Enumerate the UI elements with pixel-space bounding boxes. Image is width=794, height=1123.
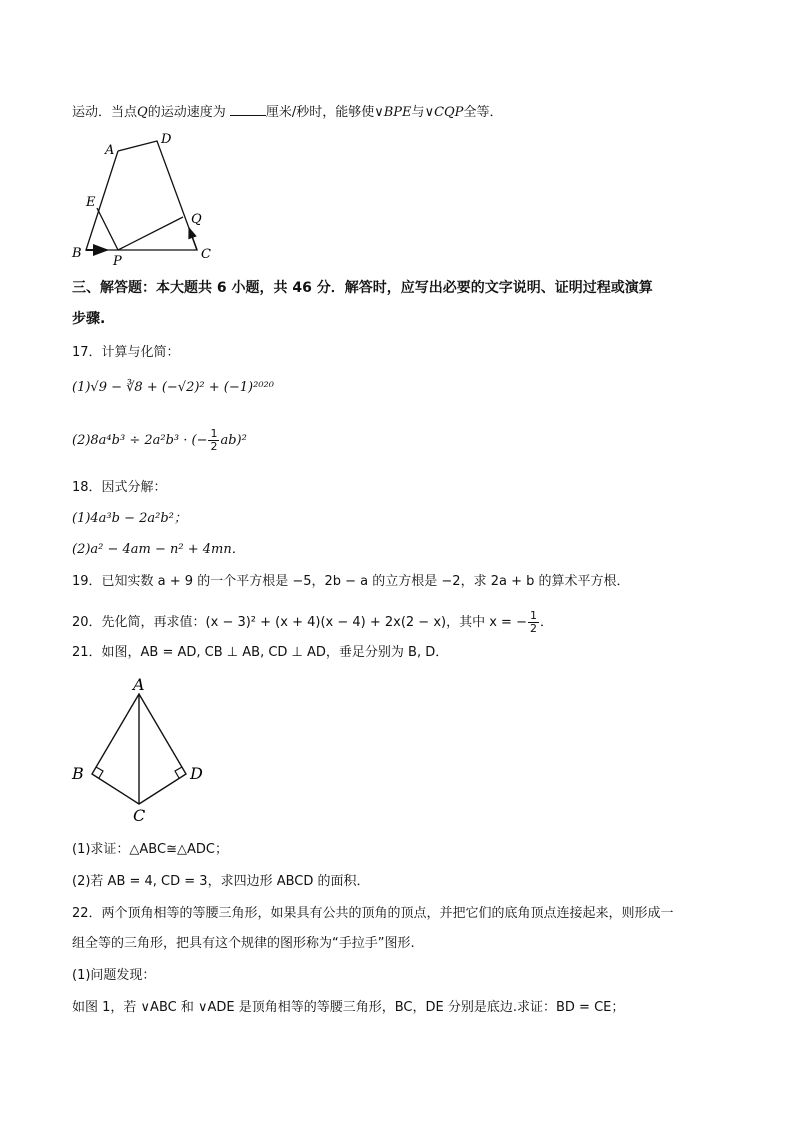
fraction: $\frac{1}{2}$ — [210, 427, 218, 453]
q22-part1-title: (1)问题发现： — [72, 968, 156, 983]
figure-quadrilateral — [65, 128, 225, 268]
q21-part2: (2)若 AB = 4, CD = 3，求四边形 ABCD 的面积． — [72, 874, 370, 889]
q22-line1: 22．两个顶角相等的等腰三角形，如果具有公共的顶角的顶点，并把它们的底角顶点连接起来，则形成一 — [72, 906, 674, 921]
fraction: $\frac{1}{2}$ — [529, 609, 537, 635]
label-C: C — [201, 247, 211, 262]
q17-title: 17．计算与化简： — [72, 345, 180, 360]
right-angle-b — [96, 767, 103, 778]
q22-part1-text: 如图 1，若 ∨ABC 和 ∨ADE 是顶角相等的等腰三角形，BC，DE 分别是底边.求证：BD = CE； — [72, 1000, 625, 1015]
label-D: D — [190, 764, 203, 783]
arrow-cq — [189, 228, 197, 250]
q21-part1: (1)求证：△ABC≅△ADC； — [72, 842, 228, 857]
q18-part2: (2)a² − 4am − n² + 4mn． — [72, 542, 245, 557]
q22-line2: 组全等的三角形，把具有这个规律的图形称为“手拉手”图形. — [72, 936, 415, 951]
figure-kite — [66, 674, 216, 826]
q17-part2: (2)8a⁴b³ ÷ 2a²b³ · (− $\frac{1}{2}$ ab)² — [72, 427, 247, 453]
label-E: E — [86, 195, 96, 210]
answer-blank — [230, 104, 266, 116]
label-P: P — [113, 254, 122, 268]
segment-ep — [97, 208, 118, 250]
section-heading-cont: 步骤. — [72, 311, 106, 327]
q19-text: 19．已知实数 a + 9 的一个平方根是 −5，2b − a 的立方根是 −2，求 2a + b 的算术平方根． — [72, 574, 630, 589]
label-B: B — [72, 246, 82, 261]
segment-pq — [118, 217, 183, 250]
right-angle-d — [175, 767, 182, 778]
q18-title: 18．因式分解： — [72, 480, 167, 495]
label-Q: Q — [191, 212, 202, 227]
q18-part1: (1)4a³b − 2a²b²； — [72, 511, 187, 526]
label-A: A — [105, 143, 115, 158]
label-B: B — [72, 764, 84, 783]
section-heading: 三、解答题：本大题共 6 小题，共 46 分．解答时，应写出必要的文字说明、证明过程或演算 — [72, 280, 653, 296]
quad-outline — [86, 141, 197, 250]
label-C: C — [133, 806, 146, 825]
q21-text: 21．如图，AB = AD, CB ⊥ AB, CD ⊥ AD，垂足分别为 B, D． — [72, 645, 449, 660]
q20-text: 20．先化简，再求值：(x − 3)² + (x + 4)(x − 4) + 2x(2 − x)，其中 x = − $\frac{1}{2}$ ． — [72, 609, 553, 635]
q17-part1: (1)√9 − ∛8 + (−√2)² + (−1)²⁰²⁰ — [72, 380, 274, 395]
label-D: D — [161, 132, 172, 147]
q16-text: 运动．当点Q的运动速度为 厘米/秒时，能够使∨BPE与∨CQP全等． — [72, 105, 503, 120]
label-A: A — [133, 675, 145, 694]
